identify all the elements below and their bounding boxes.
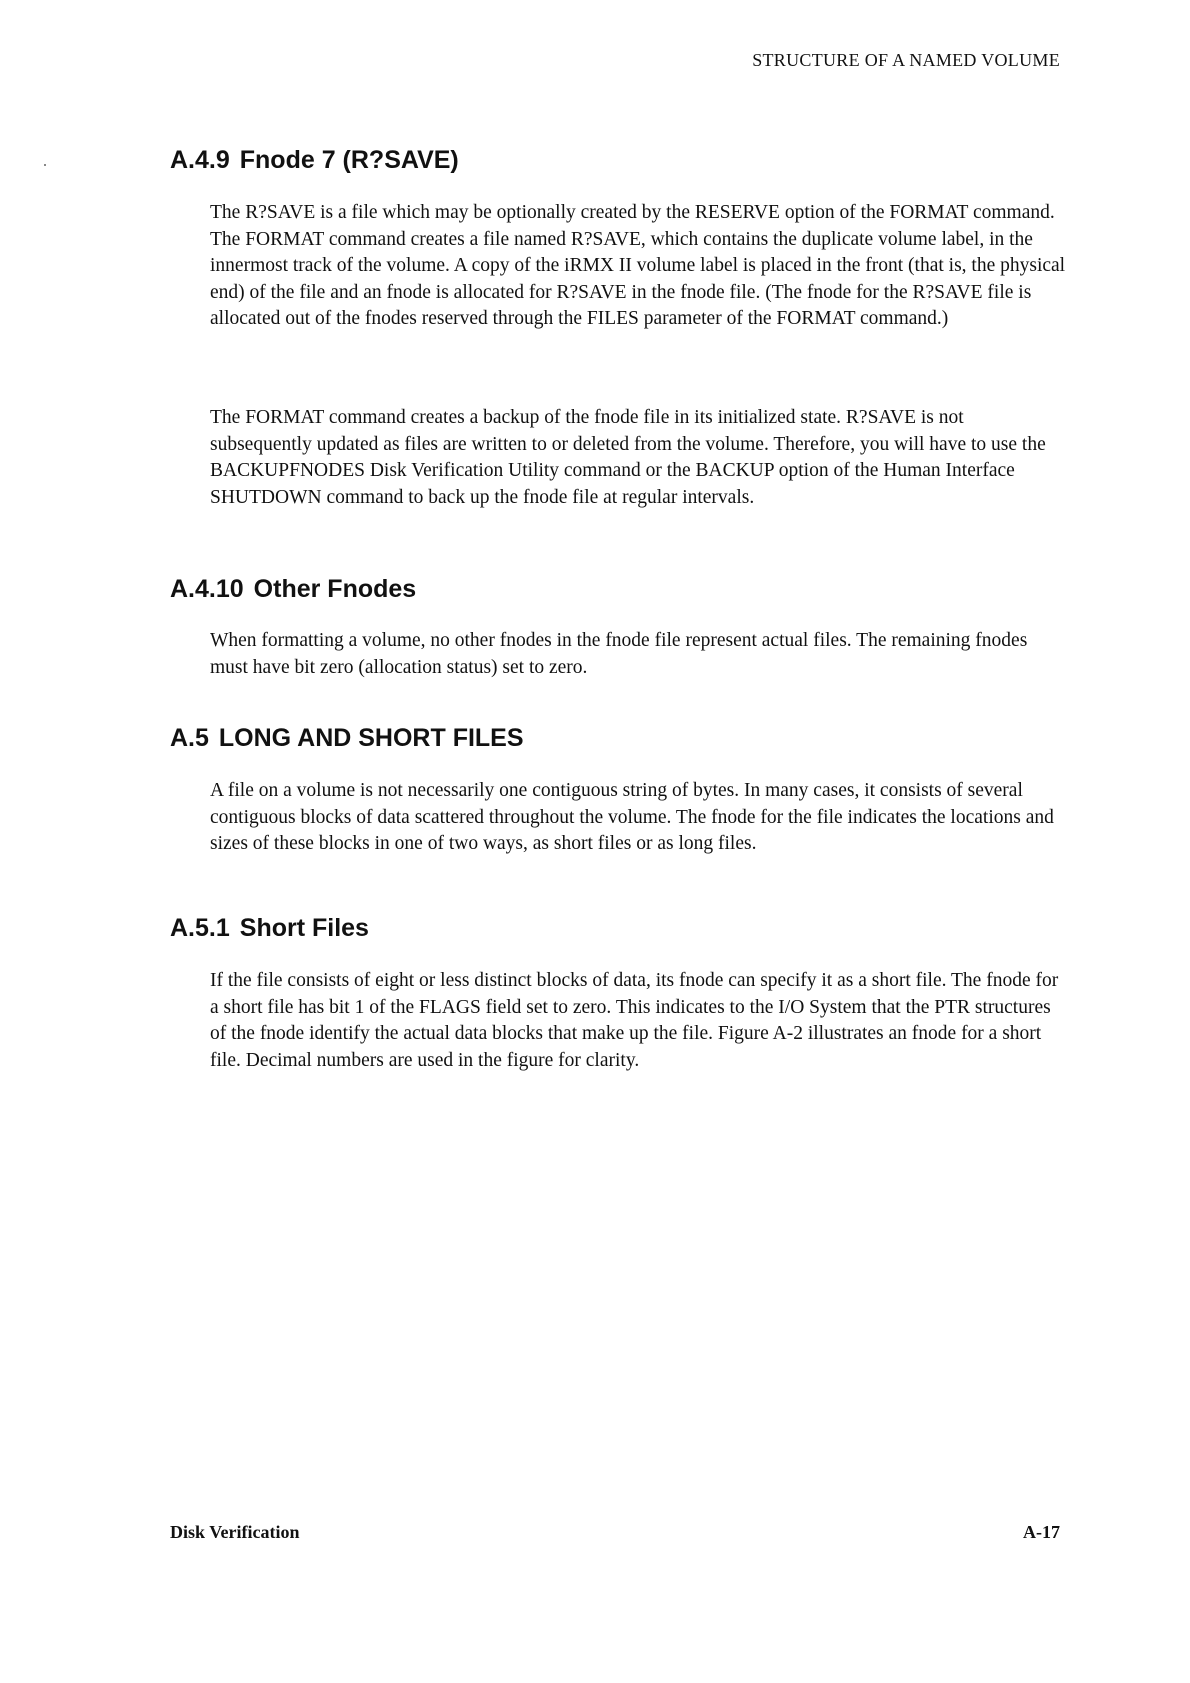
section-heading-a-4-10	[170, 575, 416, 604]
paragraph: The FORMAT command creates a backup of the fnode file in its initialized state. R?SAVE is not subsequently updated as files are written to or deleted from the volume. Therefore, you will have to use the BACKUPFNODES Disk Verification Utility command or the BACKUP option of the Human Interface SHUTDOWN command to back up the fnode file at regular intervals.	[210, 407, 1046, 508]
paragraph: The R?SAVE is a file which may be optionally created by the RESERVE option of the FORMAT command. The FORMAT command creates a file named R?SAVE, which contains the duplicate volume label, in the innermost track of the volume. A copy of the iRMX II volume label is placed in the front (that is, the physical end) of the file and an fnode is allocated for R?SAVE in the fnode file. (The fnode for the R?SAVE file is allocated out of the fnodes reserved through the FILES parameter of the FORMAT command.)	[210, 202, 1066, 329]
section-title: Short Files	[239, 914, 369, 942]
section-number: A.4.9	[170, 146, 230, 174]
section-heading-a-5-1	[170, 914, 369, 943]
footer-page-number: A-17	[1023, 1522, 1060, 1542]
paragraph: When formatting a volume, no other fnodes in the fnode file represent actual files. The remaining fnodes must have bit zero (allocation status) set to zero.	[210, 630, 1028, 678]
section-title: Fnode 7 (R?SAVE)	[239, 146, 459, 174]
section-heading-a-4-9	[170, 146, 459, 175]
paragraph: A file on a volume is not necessarily one contiguous string of bytes. In many cases, it consists of several contiguous blocks of data scattered throughout the volume. The fnode for the file indicates the locations and sizes of these blocks in one of two ways, as short files or as long files.	[210, 780, 1054, 854]
section-title: LONG AND SHORT FILES	[218, 724, 524, 752]
section-number: A.5.1	[170, 914, 230, 942]
footer-document-title: Disk Verification	[170, 1522, 300, 1542]
section-heading-a-5	[170, 724, 524, 753]
paragraph: If the file consists of eight or less distinct blocks of data, its fnode can specify it as a short file. The fnode for a short file has bit 1 of the FLAGS field set to zero. This indicates to the I/O System that the PTR structures of the fnode identify the actual data blocks that make up the file. Figure A-2 illustrates an fnode for a short file. Decimal numbers are used in the figure for clarity.	[210, 970, 1059, 1071]
section-number: A.4.10	[170, 575, 244, 603]
running-header: STRUCTURE OF A NAMED VOLUME	[752, 50, 1060, 70]
scan-speck	[44, 164, 46, 166]
section-number: A.5	[170, 724, 209, 752]
section-title: Other Fnodes	[253, 575, 417, 603]
